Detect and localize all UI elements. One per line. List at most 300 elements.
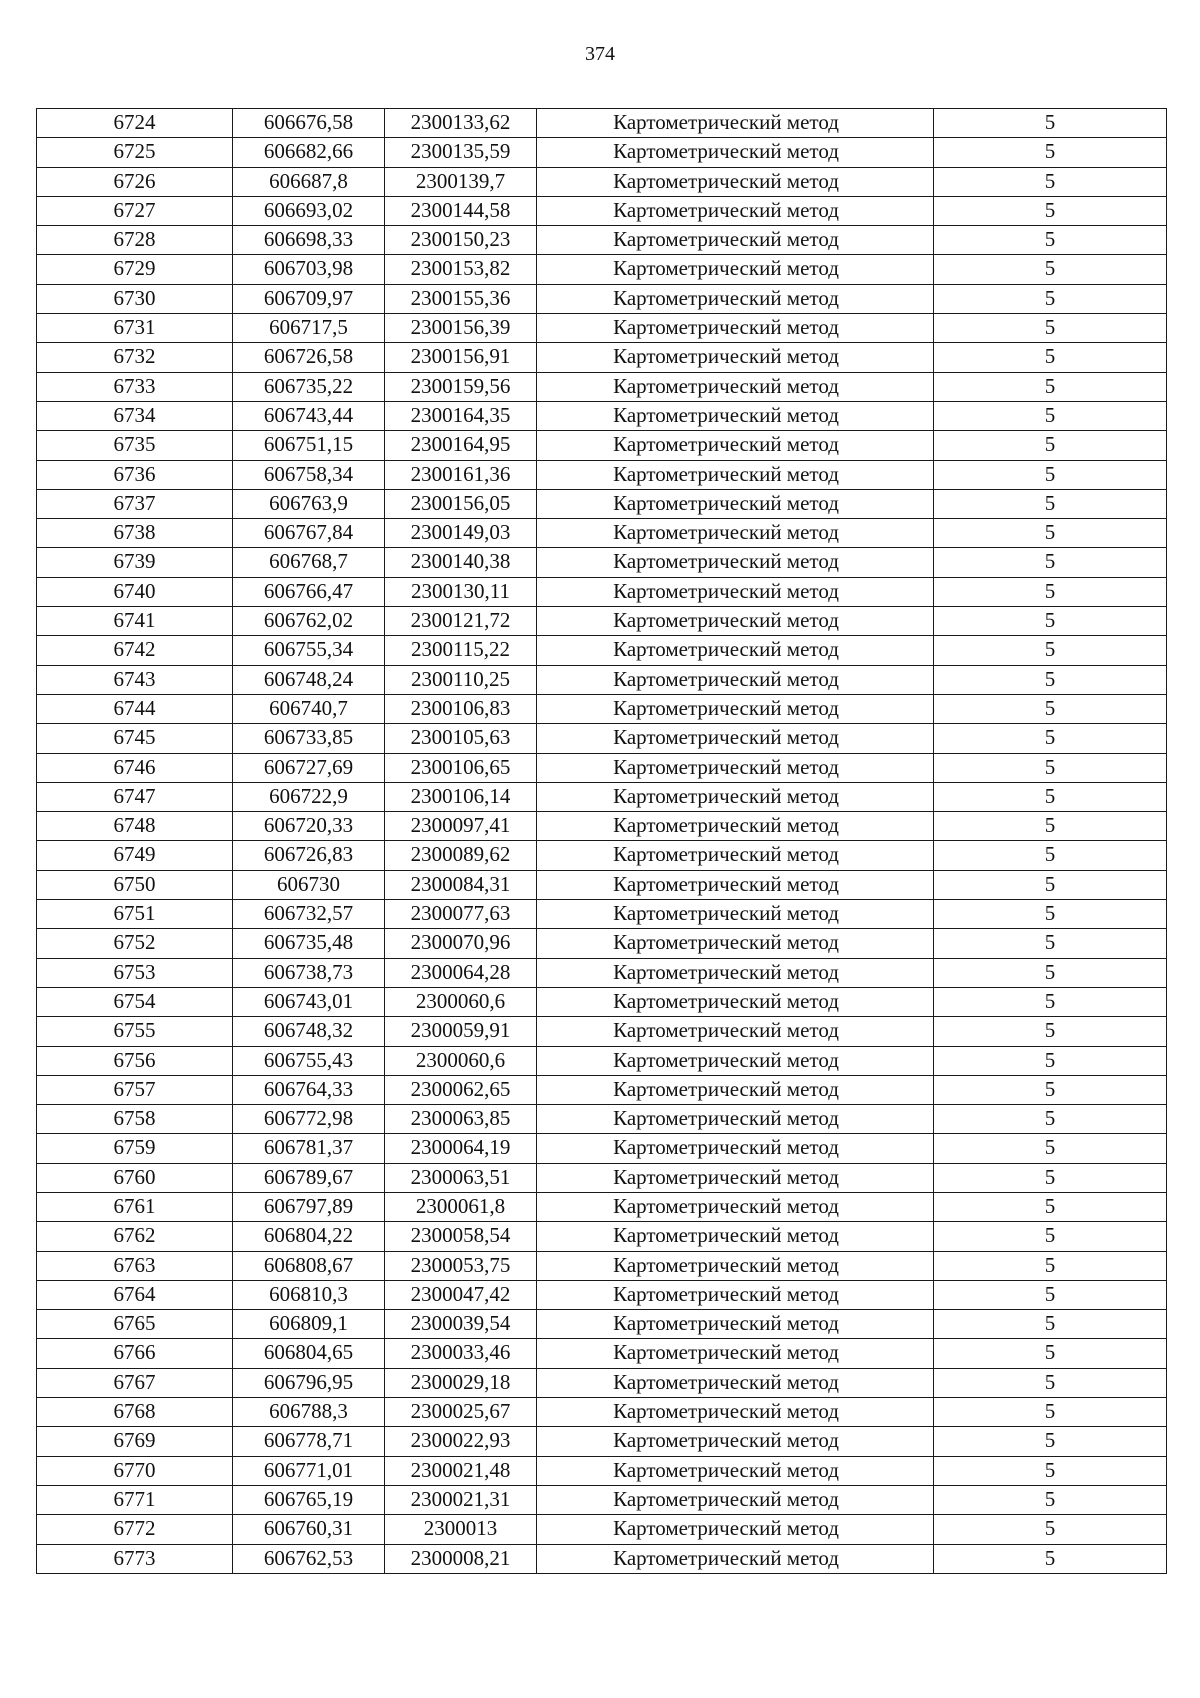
x-coordinate-cell: 606720,33 [233, 812, 385, 841]
y-coordinate-cell: 2300144,58 [385, 196, 537, 225]
accuracy-cell: 5 [934, 694, 1167, 723]
y-coordinate-cell: 2300164,35 [385, 401, 537, 430]
table-row [37, 1192, 1167, 1221]
table-row [37, 1427, 1167, 1456]
x-coordinate-cell: 606804,65 [233, 1339, 385, 1368]
method-cell: Картометрический метод [537, 548, 934, 577]
accuracy-cell: 5 [934, 1368, 1167, 1397]
table-row [37, 167, 1167, 196]
method-cell: Картометрический метод [537, 372, 934, 401]
point-number-cell: 6764 [37, 1280, 233, 1309]
x-coordinate-cell: 606682,66 [233, 138, 385, 167]
x-coordinate-cell: 606760,31 [233, 1515, 385, 1544]
table-row [37, 900, 1167, 929]
table-row [37, 519, 1167, 548]
table-row [37, 1163, 1167, 1192]
method-cell: Картометрический метод [537, 109, 934, 138]
point-number-cell: 6756 [37, 1046, 233, 1075]
point-number-cell: 6744 [37, 694, 233, 723]
x-coordinate-cell: 606755,43 [233, 1046, 385, 1075]
method-cell: Картометрический метод [537, 460, 934, 489]
point-number-cell: 6745 [37, 724, 233, 753]
table-row [37, 958, 1167, 987]
table-row [37, 1222, 1167, 1251]
y-coordinate-cell: 2300013 [385, 1515, 537, 1544]
point-number-cell: 6739 [37, 548, 233, 577]
method-cell: Картометрический метод [537, 577, 934, 606]
point-number-cell: 6729 [37, 255, 233, 284]
table-row [37, 694, 1167, 723]
point-number-cell: 6741 [37, 607, 233, 636]
point-number-cell: 6733 [37, 372, 233, 401]
table-row [37, 1544, 1167, 1573]
y-coordinate-cell: 2300161,36 [385, 460, 537, 489]
y-coordinate-cell: 2300135,59 [385, 138, 537, 167]
point-number-cell: 6771 [37, 1485, 233, 1514]
y-coordinate-cell: 2300060,6 [385, 987, 537, 1016]
y-coordinate-cell: 2300121,72 [385, 607, 537, 636]
x-coordinate-cell: 606687,8 [233, 167, 385, 196]
method-cell: Картометрический метод [537, 782, 934, 811]
table-row [37, 929, 1167, 958]
method-cell: Картометрический метод [537, 1222, 934, 1251]
method-cell: Картометрический метод [537, 1515, 934, 1544]
accuracy-cell: 5 [934, 1398, 1167, 1427]
point-number-cell: 6762 [37, 1222, 233, 1251]
point-number-cell: 6738 [37, 519, 233, 548]
table-row [37, 548, 1167, 577]
table-row [37, 1017, 1167, 1046]
accuracy-cell: 5 [934, 1515, 1167, 1544]
x-coordinate-cell: 606755,34 [233, 636, 385, 665]
y-coordinate-cell: 2300156,91 [385, 343, 537, 372]
method-cell: Картометрический метод [537, 958, 934, 987]
accuracy-cell: 5 [934, 782, 1167, 811]
x-coordinate-cell: 606693,02 [233, 196, 385, 225]
point-number-cell: 6761 [37, 1192, 233, 1221]
y-coordinate-cell: 2300164,95 [385, 431, 537, 460]
x-coordinate-cell: 606788,3 [233, 1398, 385, 1427]
method-cell: Картометрический метод [537, 665, 934, 694]
accuracy-cell: 5 [934, 167, 1167, 196]
method-cell: Картометрический метод [537, 1134, 934, 1163]
method-cell: Картометрический метод [537, 167, 934, 196]
point-number-cell: 6726 [37, 167, 233, 196]
page-number: 374 [585, 43, 615, 65]
method-cell: Картометрический метод [537, 138, 934, 167]
accuracy-cell: 5 [934, 1456, 1167, 1485]
method-cell: Картометрический метод [537, 1017, 934, 1046]
point-number-cell: 6751 [37, 900, 233, 929]
accuracy-cell: 5 [934, 372, 1167, 401]
y-coordinate-cell: 2300047,42 [385, 1280, 537, 1309]
x-coordinate-cell: 606727,69 [233, 753, 385, 782]
point-number-cell: 6760 [37, 1163, 233, 1192]
table-row [37, 255, 1167, 284]
x-coordinate-cell: 606768,7 [233, 548, 385, 577]
table-row [37, 138, 1167, 167]
y-coordinate-cell: 2300021,48 [385, 1456, 537, 1485]
accuracy-cell: 5 [934, 607, 1167, 636]
method-cell: Картометрический метод [537, 1485, 934, 1514]
accuracy-cell: 5 [934, 1134, 1167, 1163]
point-number-cell: 6747 [37, 782, 233, 811]
method-cell: Картометрический метод [537, 1046, 934, 1075]
y-coordinate-cell: 2300156,39 [385, 314, 537, 343]
method-cell: Картометрический метод [537, 987, 934, 1016]
table-row [37, 1310, 1167, 1339]
method-cell: Картометрический метод [537, 489, 934, 518]
point-number-cell: 6752 [37, 929, 233, 958]
method-cell: Картометрический метод [537, 519, 934, 548]
point-number-cell: 6743 [37, 665, 233, 694]
table-row [37, 812, 1167, 841]
table-row [37, 607, 1167, 636]
y-coordinate-cell: 2300059,91 [385, 1017, 537, 1046]
x-coordinate-cell: 606804,22 [233, 1222, 385, 1251]
y-coordinate-cell: 2300084,31 [385, 870, 537, 899]
x-coordinate-cell: 606797,89 [233, 1192, 385, 1221]
accuracy-cell: 5 [934, 109, 1167, 138]
x-coordinate-cell: 606743,01 [233, 987, 385, 1016]
point-number-cell: 6725 [37, 138, 233, 167]
x-coordinate-cell: 606733,85 [233, 724, 385, 753]
method-cell: Картометрический метод [537, 431, 934, 460]
point-number-cell: 6740 [37, 577, 233, 606]
x-coordinate-cell: 606735,48 [233, 929, 385, 958]
accuracy-cell: 5 [934, 929, 1167, 958]
table-row [37, 489, 1167, 518]
y-coordinate-cell: 2300064,19 [385, 1134, 537, 1163]
y-coordinate-cell: 2300149,03 [385, 519, 537, 548]
table-row [37, 665, 1167, 694]
x-coordinate-cell: 606762,02 [233, 607, 385, 636]
y-coordinate-cell: 2300150,23 [385, 226, 537, 255]
point-number-cell: 6735 [37, 431, 233, 460]
method-cell: Картометрический метод [537, 1544, 934, 1573]
accuracy-cell: 5 [934, 401, 1167, 430]
accuracy-cell: 5 [934, 1251, 1167, 1280]
method-cell: Картометрический метод [537, 1310, 934, 1339]
method-cell: Картометрический метод [537, 694, 934, 723]
accuracy-cell: 5 [934, 1485, 1167, 1514]
y-coordinate-cell: 2300115,22 [385, 636, 537, 665]
point-number-cell: 6737 [37, 489, 233, 518]
accuracy-cell: 5 [934, 870, 1167, 899]
method-cell: Картометрический метод [537, 1280, 934, 1309]
table-row [37, 987, 1167, 1016]
table-row [37, 401, 1167, 430]
method-cell: Картометрический метод [537, 1192, 934, 1221]
accuracy-cell: 5 [934, 958, 1167, 987]
method-cell: Картометрический метод [537, 1368, 934, 1397]
point-number-cell: 6736 [37, 460, 233, 489]
method-cell: Картометрический метод [537, 401, 934, 430]
point-number-cell: 6727 [37, 196, 233, 225]
accuracy-cell: 5 [934, 1075, 1167, 1104]
accuracy-cell: 5 [934, 753, 1167, 782]
y-coordinate-cell: 2300021,31 [385, 1485, 537, 1514]
point-number-cell: 6758 [37, 1105, 233, 1134]
method-cell: Картометрический метод [537, 1163, 934, 1192]
x-coordinate-cell: 606766,47 [233, 577, 385, 606]
accuracy-cell: 5 [934, 255, 1167, 284]
point-number-cell: 6759 [37, 1134, 233, 1163]
method-cell: Картометрический метод [537, 607, 934, 636]
x-coordinate-cell: 606810,3 [233, 1280, 385, 1309]
point-number-cell: 6734 [37, 401, 233, 430]
method-cell: Картометрический метод [537, 314, 934, 343]
y-coordinate-cell: 2300058,54 [385, 1222, 537, 1251]
y-coordinate-cell: 2300039,54 [385, 1310, 537, 1339]
y-coordinate-cell: 2300159,56 [385, 372, 537, 401]
x-coordinate-cell: 606726,83 [233, 841, 385, 870]
y-coordinate-cell: 2300022,93 [385, 1427, 537, 1456]
accuracy-cell: 5 [934, 1310, 1167, 1339]
table-row [37, 314, 1167, 343]
accuracy-cell: 5 [934, 724, 1167, 753]
table-row [37, 1368, 1167, 1397]
table-row [37, 1105, 1167, 1134]
method-cell: Картометрический метод [537, 1075, 934, 1104]
x-coordinate-cell: 606732,57 [233, 900, 385, 929]
x-coordinate-cell: 606698,33 [233, 226, 385, 255]
table-row [37, 841, 1167, 870]
point-number-cell: 6766 [37, 1339, 233, 1368]
point-number-cell: 6746 [37, 753, 233, 782]
y-coordinate-cell: 2300105,63 [385, 724, 537, 753]
method-cell: Картометрический метод [537, 870, 934, 899]
y-coordinate-cell: 2300060,6 [385, 1046, 537, 1075]
table-row [37, 1456, 1167, 1485]
x-coordinate-cell: 606730 [233, 870, 385, 899]
accuracy-cell: 5 [934, 665, 1167, 694]
table-row [37, 577, 1167, 606]
y-coordinate-cell: 2300106,14 [385, 782, 537, 811]
y-coordinate-cell: 2300062,65 [385, 1075, 537, 1104]
accuracy-cell: 5 [934, 489, 1167, 518]
method-cell: Картометрический метод [537, 900, 934, 929]
accuracy-cell: 5 [934, 1280, 1167, 1309]
point-number-cell: 6742 [37, 636, 233, 665]
method-cell: Картометрический метод [537, 284, 934, 313]
y-coordinate-cell: 2300061,8 [385, 1192, 537, 1221]
method-cell: Картометрический метод [537, 196, 934, 225]
y-coordinate-cell: 2300106,83 [385, 694, 537, 723]
point-number-cell: 6748 [37, 812, 233, 841]
y-coordinate-cell: 2300025,67 [385, 1398, 537, 1427]
point-number-cell: 6750 [37, 870, 233, 899]
y-coordinate-cell: 2300106,65 [385, 753, 537, 782]
accuracy-cell: 5 [934, 1339, 1167, 1368]
x-coordinate-cell: 606748,24 [233, 665, 385, 694]
x-coordinate-cell: 606709,97 [233, 284, 385, 313]
y-coordinate-cell: 2300155,36 [385, 284, 537, 313]
table-row [37, 1075, 1167, 1104]
accuracy-cell: 5 [934, 431, 1167, 460]
x-coordinate-cell: 606751,15 [233, 431, 385, 460]
table-row [37, 226, 1167, 255]
method-cell: Картометрический метод [537, 753, 934, 782]
x-coordinate-cell: 606722,9 [233, 782, 385, 811]
y-coordinate-cell: 2300133,62 [385, 109, 537, 138]
table-row [37, 1398, 1167, 1427]
method-cell: Картометрический метод [537, 812, 934, 841]
method-cell: Картометрический метод [537, 841, 934, 870]
table-row [37, 109, 1167, 138]
table-row [37, 1280, 1167, 1309]
table-row [37, 284, 1167, 313]
table-row [37, 1134, 1167, 1163]
x-coordinate-cell: 606738,73 [233, 958, 385, 987]
accuracy-cell: 5 [934, 196, 1167, 225]
point-number-cell: 6749 [37, 841, 233, 870]
method-cell: Картометрический метод [537, 343, 934, 372]
y-coordinate-cell: 2300077,63 [385, 900, 537, 929]
coordinates-table [36, 108, 1167, 1574]
table-row [37, 343, 1167, 372]
accuracy-cell: 5 [934, 1222, 1167, 1251]
point-number-cell: 6763 [37, 1251, 233, 1280]
coordinates-table-body [37, 109, 1167, 1574]
accuracy-cell: 5 [934, 343, 1167, 372]
x-coordinate-cell: 606796,95 [233, 1368, 385, 1397]
accuracy-cell: 5 [934, 314, 1167, 343]
point-number-cell: 6757 [37, 1075, 233, 1104]
table-row [37, 1515, 1167, 1544]
y-coordinate-cell: 2300029,18 [385, 1368, 537, 1397]
x-coordinate-cell: 606726,58 [233, 343, 385, 372]
accuracy-cell: 5 [934, 1046, 1167, 1075]
table-row [37, 460, 1167, 489]
x-coordinate-cell: 606781,37 [233, 1134, 385, 1163]
method-cell: Картометрический метод [537, 1339, 934, 1368]
x-coordinate-cell: 606676,58 [233, 109, 385, 138]
table-row [37, 1046, 1167, 1075]
table-row [37, 1251, 1167, 1280]
y-coordinate-cell: 2300097,41 [385, 812, 537, 841]
y-coordinate-cell: 2300063,51 [385, 1163, 537, 1192]
point-number-cell: 6730 [37, 284, 233, 313]
method-cell: Картометрический метод [537, 929, 934, 958]
x-coordinate-cell: 606758,34 [233, 460, 385, 489]
x-coordinate-cell: 606772,98 [233, 1105, 385, 1134]
accuracy-cell: 5 [934, 636, 1167, 665]
accuracy-cell: 5 [934, 1105, 1167, 1134]
y-coordinate-cell: 2300033,46 [385, 1339, 537, 1368]
accuracy-cell: 5 [934, 1192, 1167, 1221]
x-coordinate-cell: 606808,67 [233, 1251, 385, 1280]
method-cell: Картометрический метод [537, 1456, 934, 1485]
table-row [37, 1339, 1167, 1368]
y-coordinate-cell: 2300110,25 [385, 665, 537, 694]
y-coordinate-cell: 2300139,7 [385, 167, 537, 196]
point-number-cell: 6724 [37, 109, 233, 138]
method-cell: Картометрический метод [537, 1398, 934, 1427]
x-coordinate-cell: 606740,7 [233, 694, 385, 723]
accuracy-cell: 5 [934, 138, 1167, 167]
method-cell: Картометрический метод [537, 226, 934, 255]
y-coordinate-cell: 2300089,62 [385, 841, 537, 870]
coordinates-table-container [36, 108, 1166, 1574]
accuracy-cell: 5 [934, 1427, 1167, 1456]
x-coordinate-cell: 606743,44 [233, 401, 385, 430]
accuracy-cell: 5 [934, 841, 1167, 870]
accuracy-cell: 5 [934, 1163, 1167, 1192]
accuracy-cell: 5 [934, 1544, 1167, 1573]
point-number-cell: 6765 [37, 1310, 233, 1339]
method-cell: Картометрический метод [537, 1251, 934, 1280]
accuracy-cell: 5 [934, 519, 1167, 548]
accuracy-cell: 5 [934, 226, 1167, 255]
table-row [37, 870, 1167, 899]
accuracy-cell: 5 [934, 460, 1167, 489]
table-row [37, 636, 1167, 665]
method-cell: Картометрический метод [537, 1105, 934, 1134]
point-number-cell: 6768 [37, 1398, 233, 1427]
x-coordinate-cell: 606748,32 [233, 1017, 385, 1046]
y-coordinate-cell: 2300130,11 [385, 577, 537, 606]
x-coordinate-cell: 606717,5 [233, 314, 385, 343]
method-cell: Картометрический метод [537, 1427, 934, 1456]
accuracy-cell: 5 [934, 900, 1167, 929]
x-coordinate-cell: 606809,1 [233, 1310, 385, 1339]
y-coordinate-cell: 2300153,82 [385, 255, 537, 284]
x-coordinate-cell: 606762,53 [233, 1544, 385, 1573]
accuracy-cell: 5 [934, 812, 1167, 841]
table-row [37, 372, 1167, 401]
point-number-cell: 6767 [37, 1368, 233, 1397]
y-coordinate-cell: 2300140,38 [385, 548, 537, 577]
table-row [37, 724, 1167, 753]
x-coordinate-cell: 606767,84 [233, 519, 385, 548]
method-cell: Картометрический метод [537, 636, 934, 665]
x-coordinate-cell: 606778,71 [233, 1427, 385, 1456]
accuracy-cell: 5 [934, 548, 1167, 577]
point-number-cell: 6728 [37, 226, 233, 255]
point-number-cell: 6755 [37, 1017, 233, 1046]
accuracy-cell: 5 [934, 1017, 1167, 1046]
point-number-cell: 6773 [37, 1544, 233, 1573]
y-coordinate-cell: 2300063,85 [385, 1105, 537, 1134]
y-coordinate-cell: 2300008,21 [385, 1544, 537, 1573]
accuracy-cell: 5 [934, 987, 1167, 1016]
y-coordinate-cell: 2300064,28 [385, 958, 537, 987]
point-number-cell: 6754 [37, 987, 233, 1016]
table-row [37, 782, 1167, 811]
table-row [37, 753, 1167, 782]
x-coordinate-cell: 606763,9 [233, 489, 385, 518]
x-coordinate-cell: 606703,98 [233, 255, 385, 284]
table-row [37, 431, 1167, 460]
point-number-cell: 6731 [37, 314, 233, 343]
table-row [37, 196, 1167, 225]
x-coordinate-cell: 606789,67 [233, 1163, 385, 1192]
x-coordinate-cell: 606735,22 [233, 372, 385, 401]
y-coordinate-cell: 2300070,96 [385, 929, 537, 958]
method-cell: Картометрический метод [537, 255, 934, 284]
y-coordinate-cell: 2300053,75 [385, 1251, 537, 1280]
y-coordinate-cell: 2300156,05 [385, 489, 537, 518]
point-number-cell: 6772 [37, 1515, 233, 1544]
accuracy-cell: 5 [934, 577, 1167, 606]
x-coordinate-cell: 606771,01 [233, 1456, 385, 1485]
point-number-cell: 6732 [37, 343, 233, 372]
point-number-cell: 6753 [37, 958, 233, 987]
x-coordinate-cell: 606765,19 [233, 1485, 385, 1514]
table-row [37, 1485, 1167, 1514]
method-cell: Картометрический метод [537, 724, 934, 753]
